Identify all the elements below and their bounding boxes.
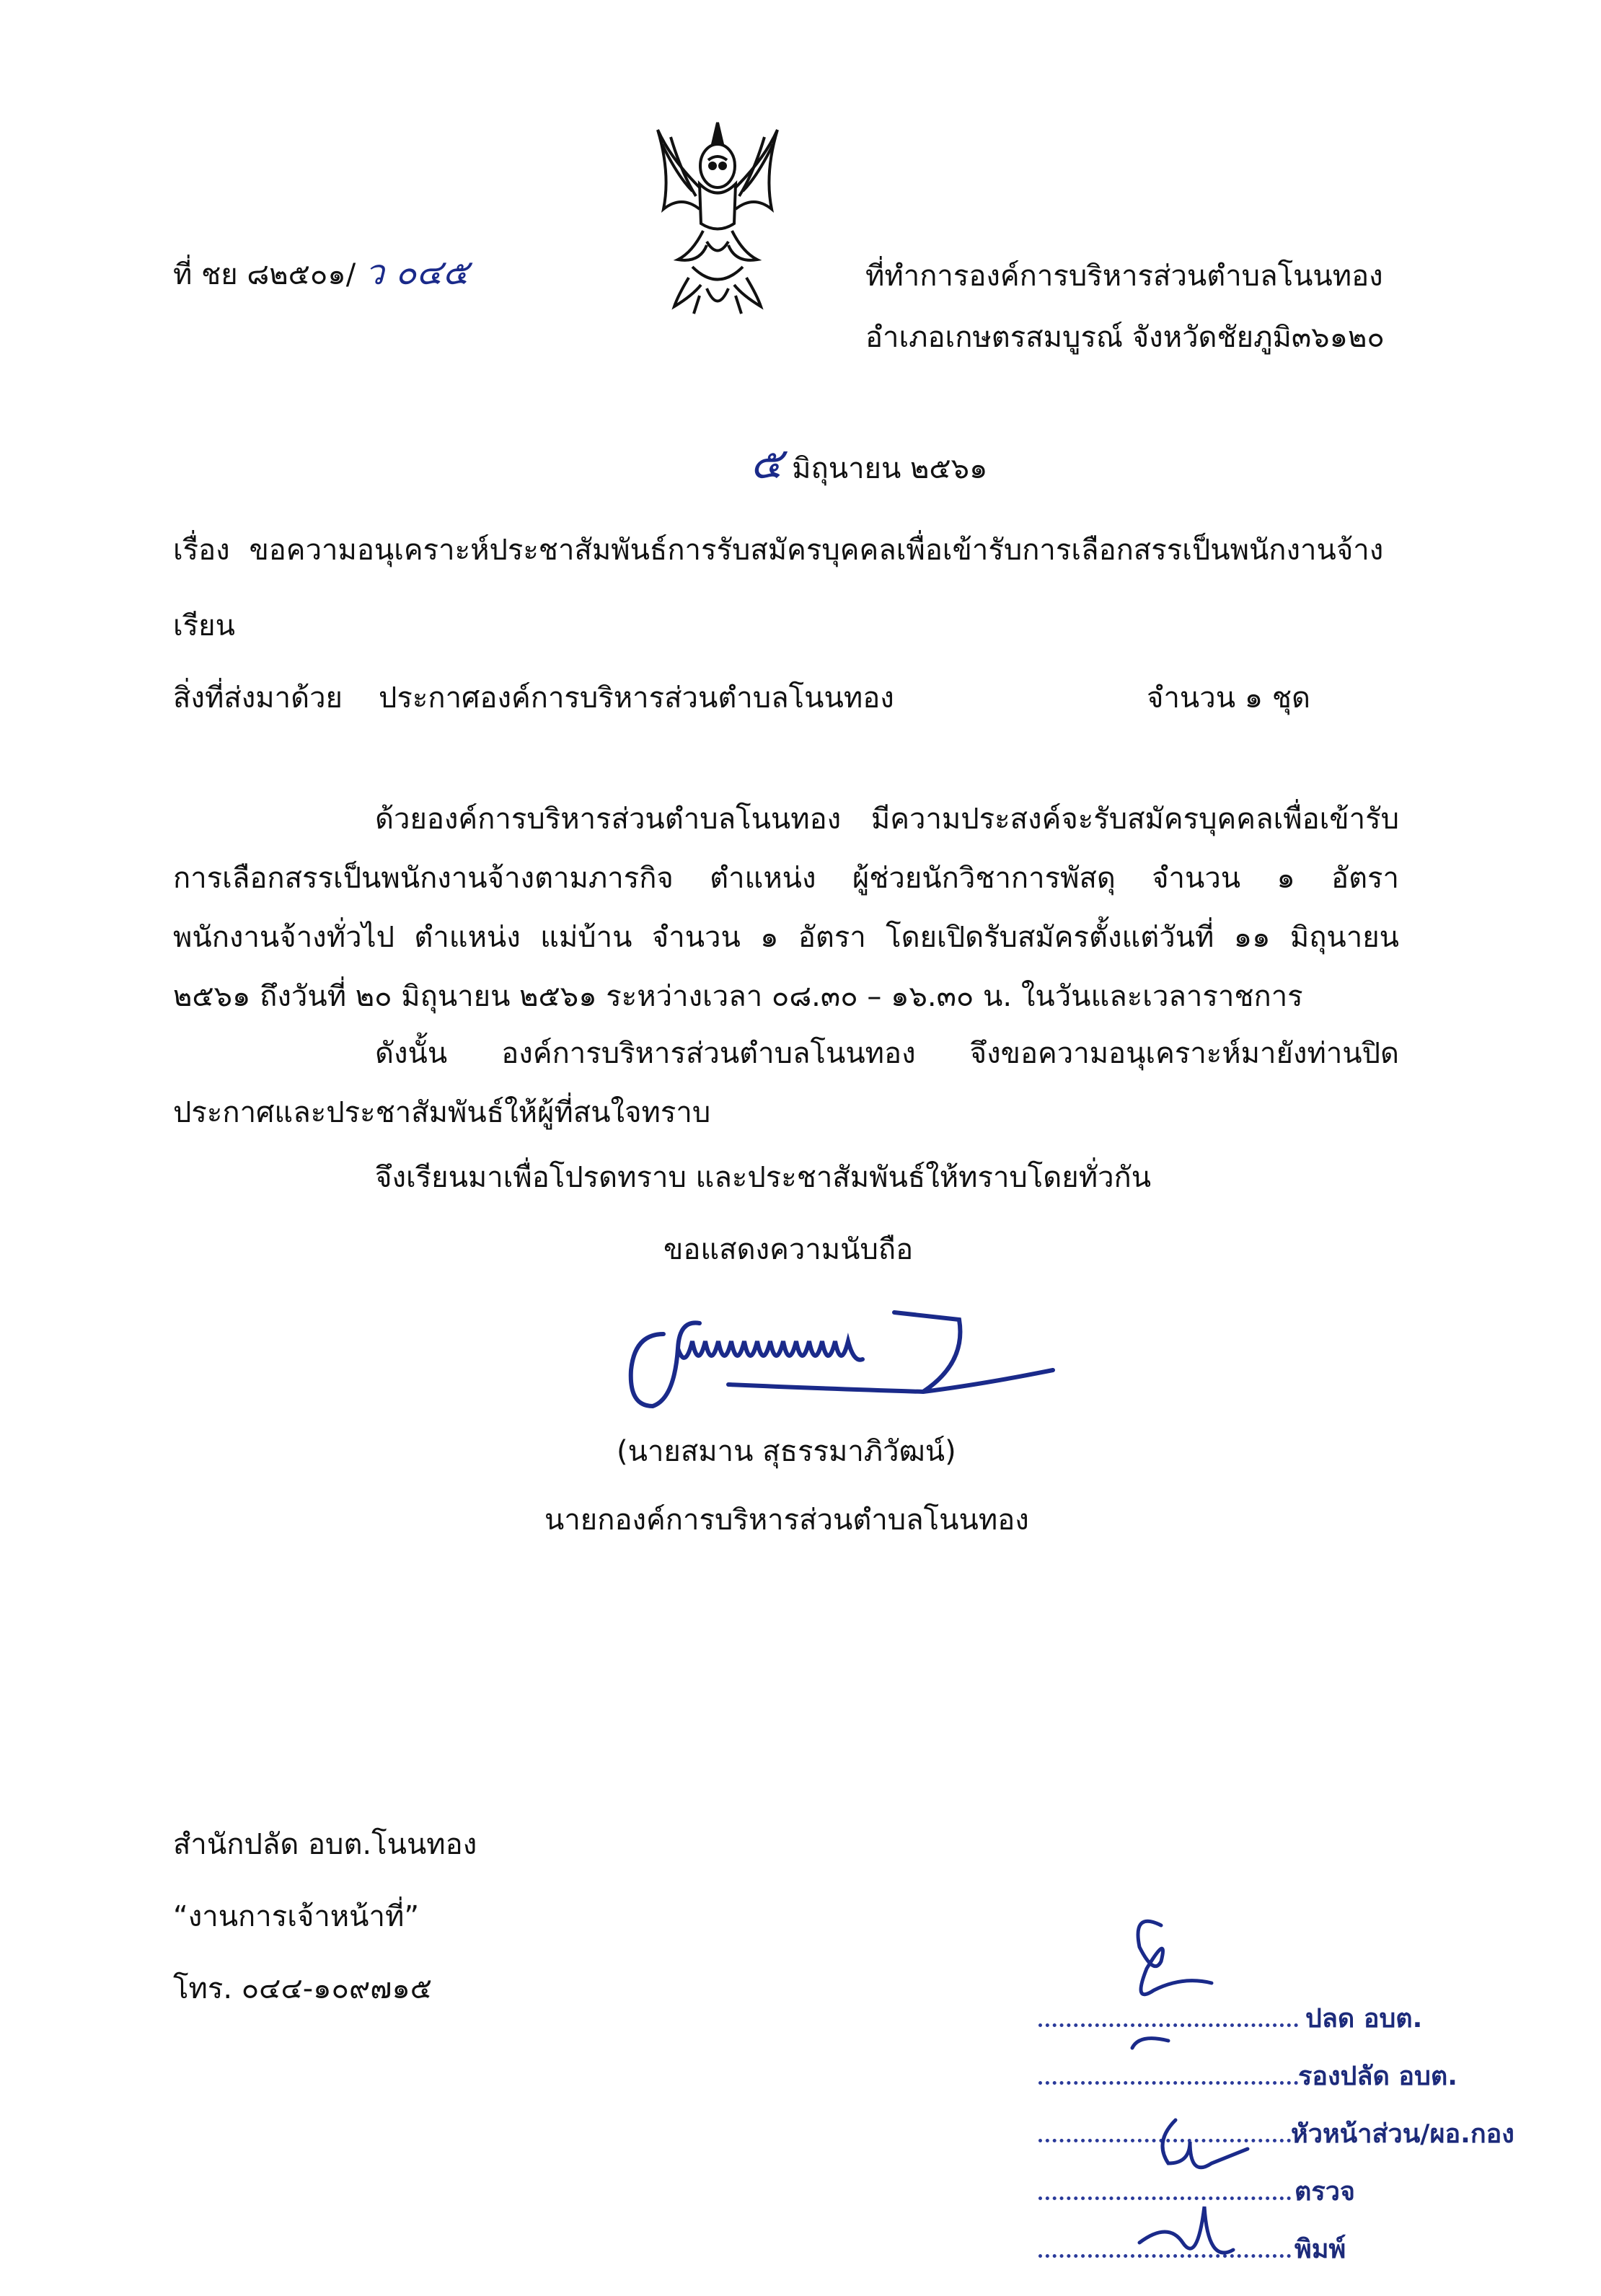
enclosure-count: จำนวน ๑ ชุด — [1147, 681, 1310, 715]
subject-text: ขอความอนุเคราะห์ประชาสัมพันธ์การรับสมัครบุคคลเพื่อเข้ารับการเลือกสรรเป็นพนักงานจ้าง — [249, 534, 1384, 567]
para1-line: ๒๕๖๑ ถึงวันที่ ๒๐ มิถุนายน ๒๕๖๑ ระหว่างเวลา ๐๘.๓๐ – ๑๖.๓๐ น. ในวันและเวลาราชการ — [173, 980, 1303, 1013]
para1-line: การเลือกสรรเป็นพนักงานจ้างตามภารกิจ ตำแหน่ง ผู้ช่วยนักวิชาการพัสดุ จำนวน ๑ อัตรา — [173, 862, 1399, 895]
signer-position: นายกองค์การบริหารส่วนตำบลโนนทอง — [544, 1504, 1029, 1537]
closing-line: จึงเรียนมาเพื่อโปรดทราบ และประชาสัมพันธ์ให้ทราบโดยทั่วกัน — [375, 1161, 1152, 1194]
para2-line: ประกาศและประชาสัมพันธ์ให้ผู้ที่สนใจทราบ — [173, 1096, 711, 1129]
body-paragraph-1 — [173, 790, 1399, 1026]
letter-date — [750, 438, 988, 489]
signer-name: (นายสมาน สุธรรมาภิวัฒน์) — [617, 1435, 956, 1468]
stamp-line: รองปลัด อบต. — [1298, 2062, 1457, 2091]
reference-handwritten: ว ๐๔๕ — [364, 252, 469, 293]
salutation: เรียน — [173, 609, 235, 643]
address-line-1: ที่ทำการองค์การบริหารส่วนตำบลโนนทอง — [865, 260, 1383, 293]
footer-phone: โทร. ๐๔๔-๑๐๙๗๑๕ — [173, 1972, 433, 2005]
enclosure-label: สิ่งที่ส่งมาด้วย — [173, 681, 343, 715]
address-line-2: อำเภอเกษตรสมบูรณ์ จังหวัดชัยภูมิ๓๖๑๒๐ — [865, 321, 1385, 354]
stamp-line: พิมพ์ — [1295, 2235, 1346, 2264]
handwritten-signature — [620, 1291, 1082, 1435]
garuda-emblem-icon — [649, 115, 786, 321]
reference-prefix: ที่ ชย ๘๒๕๐๑/ — [173, 258, 356, 291]
stamp-line: หัวหน้าส่วน/ผอ.กอง — [1291, 2119, 1514, 2149]
subject-line — [173, 530, 1383, 570]
initial-signatures — [1082, 1904, 1269, 2279]
regards: ขอแสดงความนับถือ — [663, 1233, 914, 1266]
reference-number — [173, 252, 469, 295]
para2-line: ดังนั้น องค์การบริหารส่วนตำบลโนนทอง จึงขอความอนุเคราะห์มายังท่านปิด — [375, 1037, 1399, 1070]
stamp-line: ตรวจ — [1295, 2177, 1356, 2207]
body-paragraph-2 — [173, 1024, 1399, 1142]
date-day-handwritten: ๕ — [750, 438, 783, 489]
stamp-line: ปลด อบต. — [1305, 2004, 1423, 2034]
enclosure-text: ประกาศองค์การบริหารส่วนตำบลโนนทอง — [379, 681, 894, 715]
para1-line: พนักงานจ้างทั่วไป ตำแหน่ง แม่บ้าน จำนวน ๑ อัตรา โดยเปิดรับสมัครตั้งแต่วันที่ ๑๑ มิถุนายน — [173, 921, 1399, 954]
footer-section: “งานการเจ้าหน้าที่” — [173, 1900, 420, 1933]
footer-office: สำนักปลัด อบต.โนนทอง — [173, 1828, 477, 1861]
date-month-year: มิถุนายน ๒๕๖๑ — [792, 452, 988, 485]
para1-line: ด้วยองค์การบริหารส่วนตำบลโนนทอง มีความประสงค์จะรับสมัครบุคคลเพื่อเข้ารับ — [375, 803, 1399, 836]
subject-label: เรื่อง — [173, 534, 230, 567]
